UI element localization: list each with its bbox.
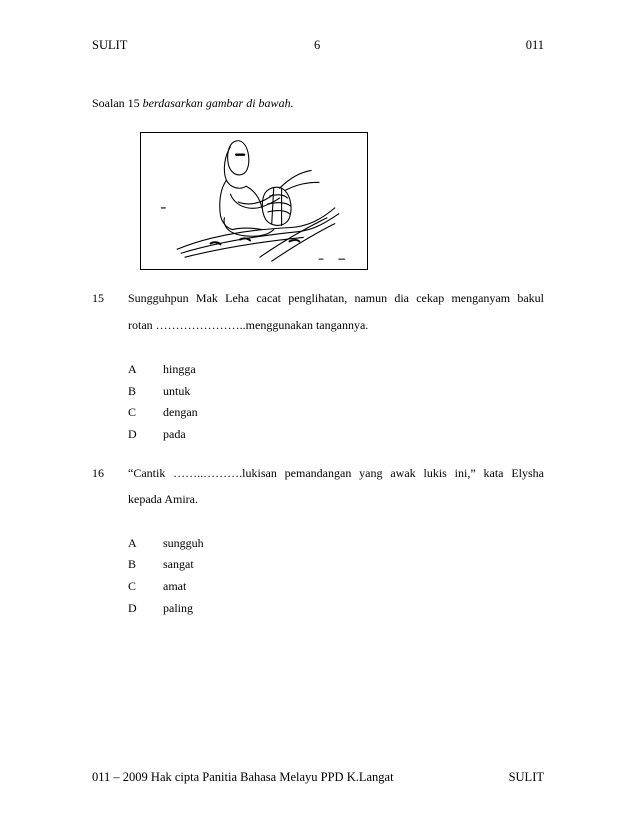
page-number: 6 <box>314 38 321 52</box>
q15-option-b-letter: B <box>128 384 137 398</box>
intro-italic: berdasarkan gambar di bawah. <box>142 96 294 110</box>
question-15-number: 15 <box>92 291 104 305</box>
q15-option-d-text: pada <box>163 427 186 441</box>
intro-prefix: Soalan 15 <box>92 96 143 110</box>
question-15-line-2: rotan …………………..menggunakan tangannya. <box>128 318 369 332</box>
header-left: SULIT <box>92 38 128 52</box>
question-16-number: 16 <box>92 466 104 480</box>
header-right: 011 <box>525 38 544 52</box>
footer-copyright: 011 – 2009 Hak cipta Panitia Bahasa Melayu PPD K.Langat <box>92 770 394 784</box>
q15-option-c-text: dengan <box>163 405 198 419</box>
woman-weaving-basket-illustration <box>141 133 367 269</box>
question-15-line-1: Sungguhpun Mak Leha cacat penglihatan, namun dia cekap menganyam bakul <box>128 291 544 305</box>
q15-option-d-letter: D <box>128 427 137 441</box>
q15-option-c-letter: C <box>128 405 137 419</box>
footer-right: SULIT <box>508 770 544 784</box>
q16-option-a-text: sungguh <box>163 536 204 550</box>
q15-option-b-text: untuk <box>163 384 191 398</box>
q16-option-a-letter: A <box>128 536 137 550</box>
q16-option-b-text: sangat <box>163 557 194 571</box>
weaving-figure <box>140 132 368 270</box>
q16-option-d-letter: D <box>128 601 137 615</box>
q15-option-a-letter: A <box>128 362 137 376</box>
q16-option-d-text: paling <box>163 601 193 615</box>
question-16-line-1: “Cantik ……..……….lukisan pemandangan yang awak lukis ini,” kata Elysha <box>128 466 544 480</box>
q16-option-c-text: amat <box>163 579 187 593</box>
q16-option-b-letter: B <box>128 557 137 571</box>
q15-option-a-text: hingga <box>163 362 196 376</box>
question-intro <box>92 96 294 111</box>
question-16-line-2: kepada Amira. <box>128 492 198 506</box>
q16-option-c-letter: C <box>128 579 137 593</box>
